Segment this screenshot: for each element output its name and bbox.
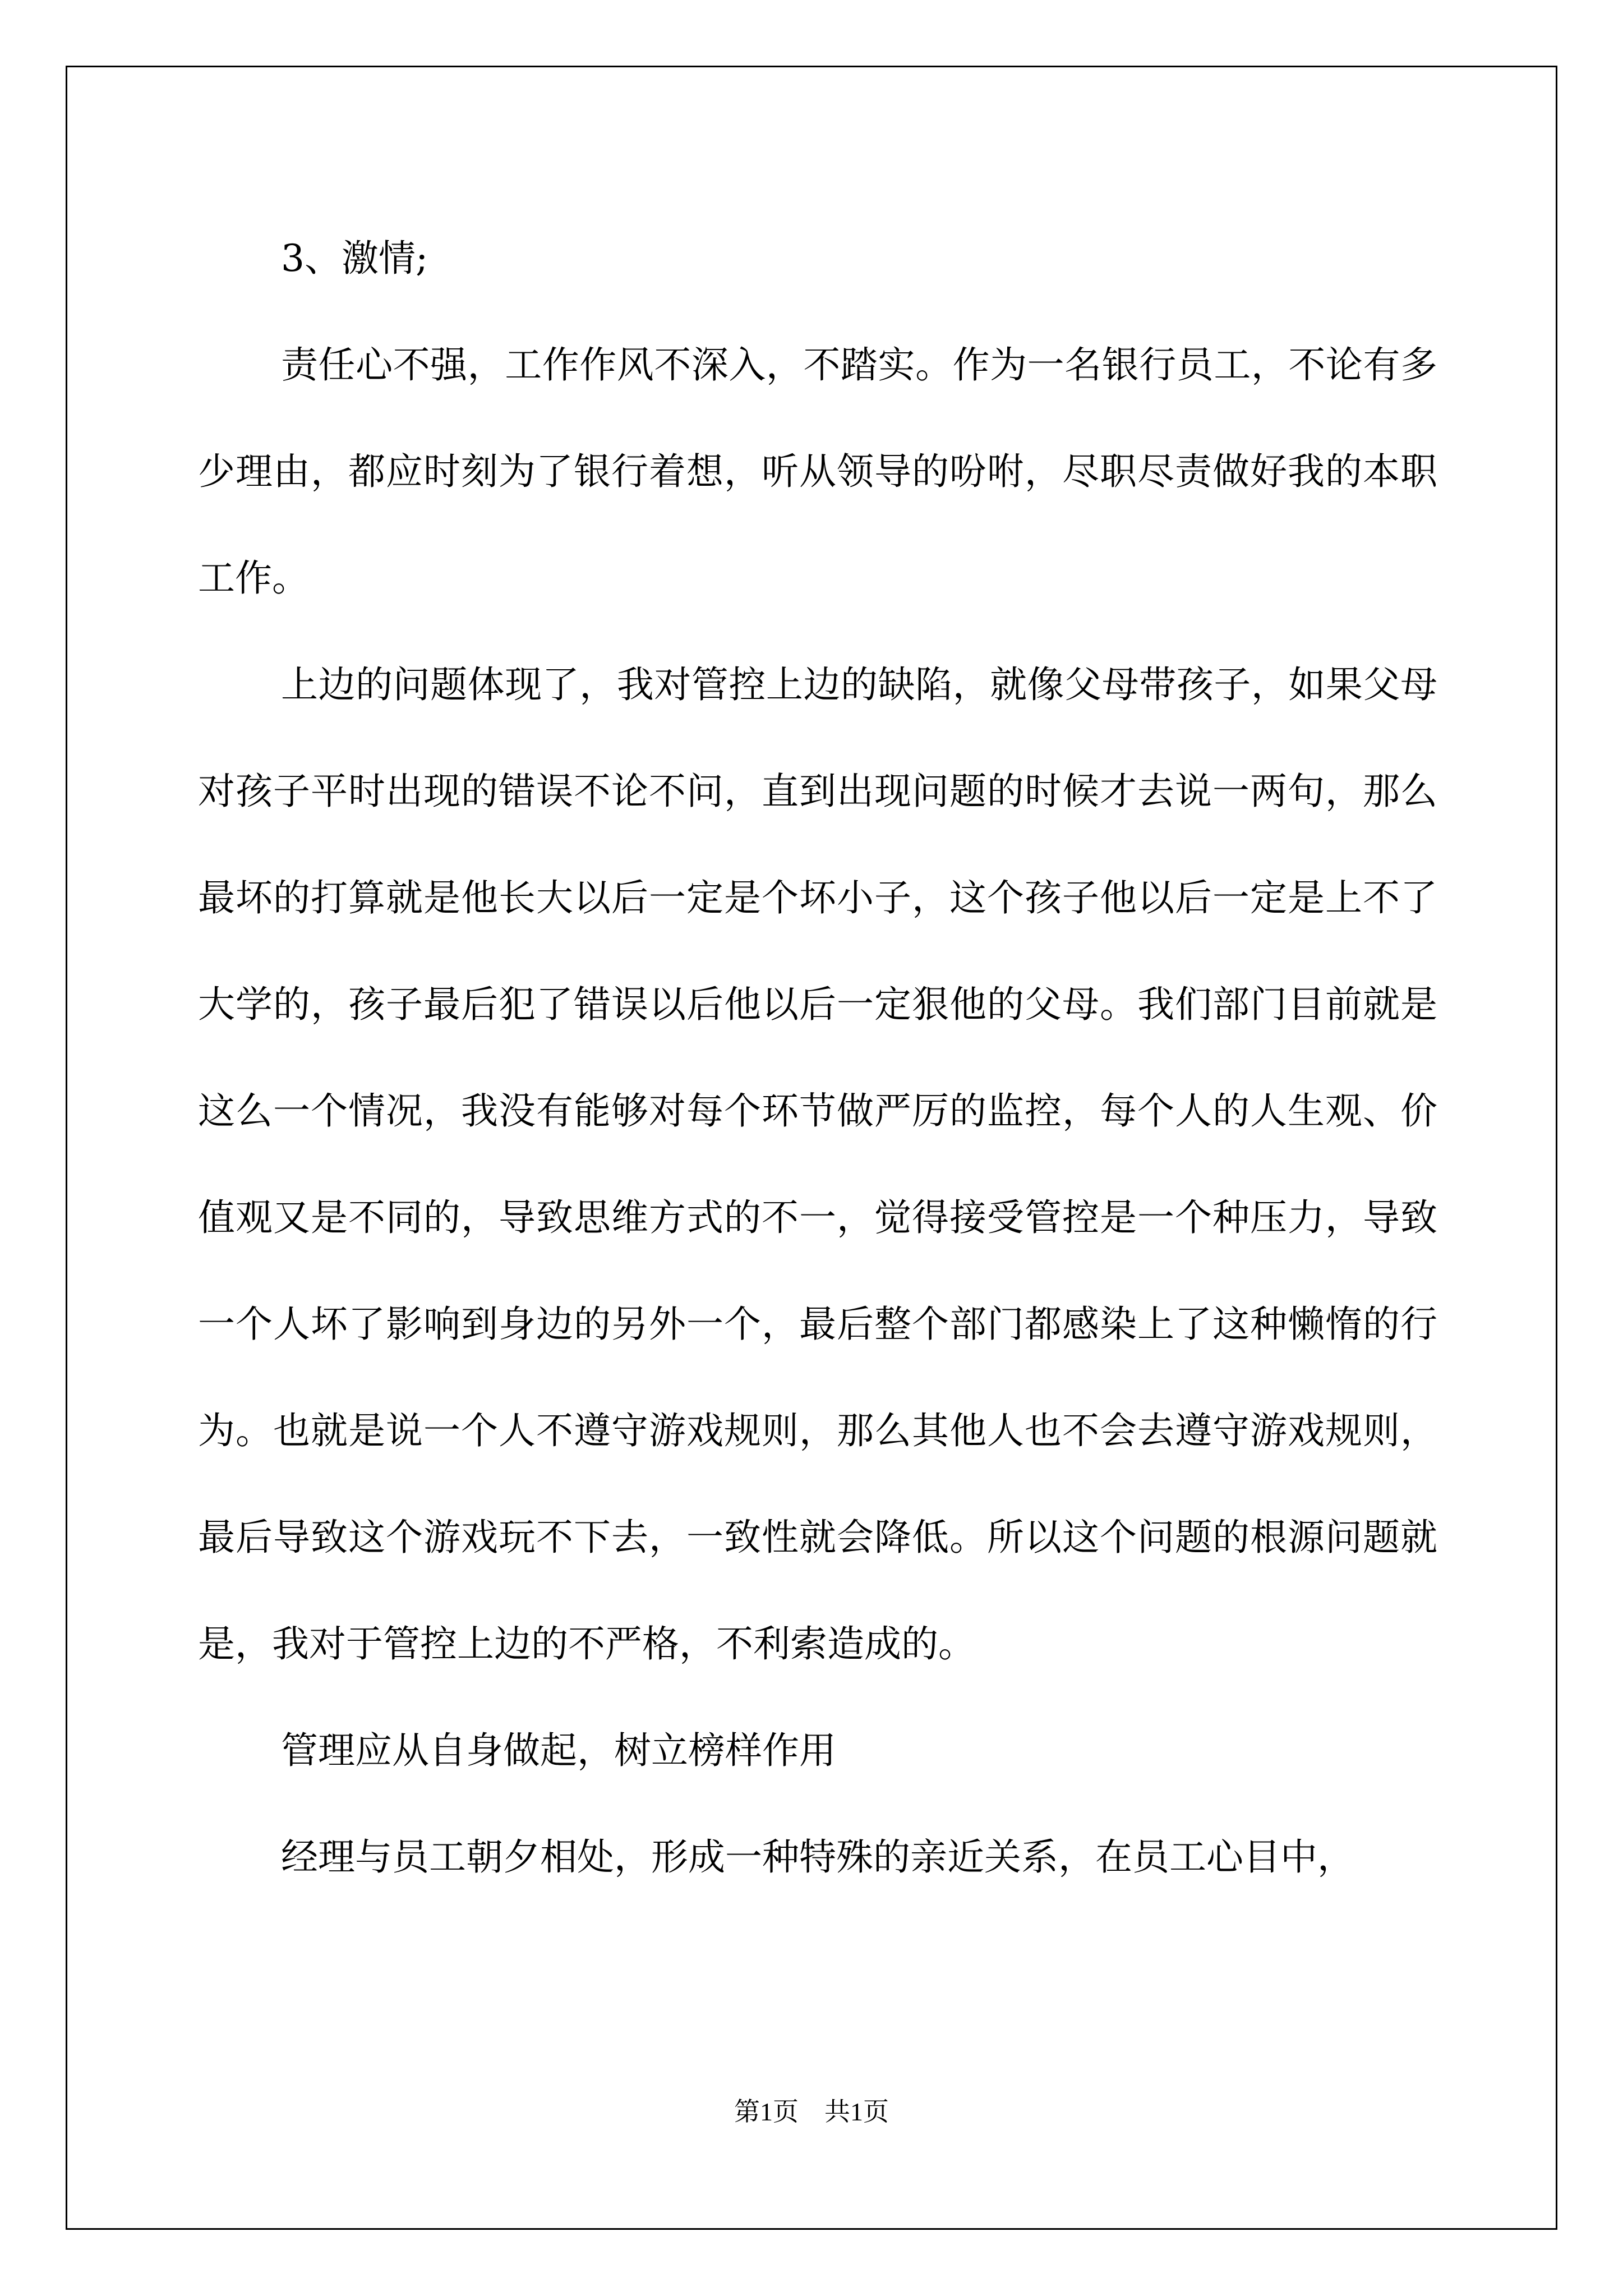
paragraph-manager-relationship: 经理与员工朝夕相处，形成一种特殊的亲近关系，在员工心目中， [281, 1835, 1354, 1879]
paragraph-control-issues: 上边的问题体现了，我对管控上边的缺陷，就像父母带孩子，如果父母对孩子平时出现的错误不论不问，直到出现问题的时候才去说一两句，那么最坏的打算就是他长大以后一定是个坏小子，这个孩子他以后一定是上不了大学的，孩子最后犯了错误以后他以后一定狠他的父母。我们部门目前就是这么一个情况，我没有能够对每个环节做严厉的监控，每个人的人生观、价值观又是不同的，导致思维方式的不一，觉得接受管控是一个种压力，导致一个人坏了影响到身边的另外一个，最后整个部门都感染上了这种懒惰的行为。也就是说一个人不遵守游戏规则，那么其他人也不会去遵守游戏规则，最后导致这个游戏玩不下去，一致性就会降低。所以这个问题的根源问题就是，我对于管控上边的不严格，不利索造成的。 [198, 663, 1437, 1665]
document-body [198, 205, 1437, 1911]
page-footer: 第1页 共1页 [734, 2097, 889, 2126]
paragraph-responsibility: 责任心不强，工作作风不深入，不踏实。作为一名银行员工，不论有多少理由，都应时刻为了银行着想，听从领导的吩咐，尽职尽责做好我的本职工作。 [198, 343, 1437, 600]
paragraph-heading-lead-by-example: 管理应从自身做起，树立榜样作用 [281, 1729, 836, 1772]
paragraph-heading-passion: 3、激情; [281, 237, 428, 280]
